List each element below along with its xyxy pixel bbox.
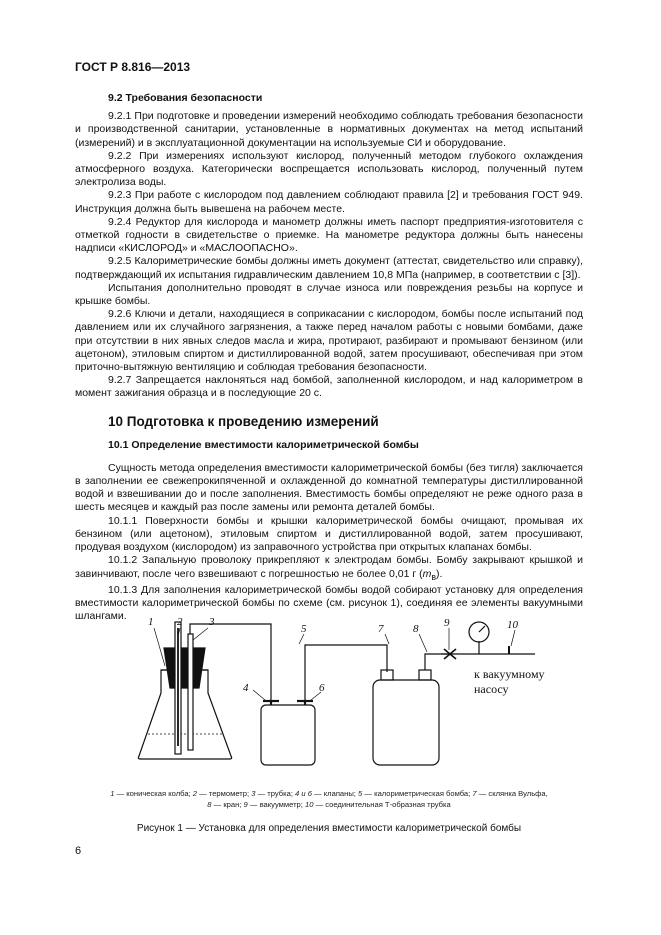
section-heading-10: 10 Подготовка к проведению измерений xyxy=(108,413,379,429)
figure-caption: Рисунок 1 — Установка для определения вместимости калориметрической бомбы xyxy=(136,823,522,834)
mass-subscript: в xyxy=(431,571,437,582)
legend-num: 2 xyxy=(192,789,197,798)
legend-num: 4 и 6 xyxy=(295,789,312,798)
paragraph-9-2-2: 9.2.2 При измерениях используют кислород, полученный методом глубокого охлаждения атмосферного воздуха. Категорически воспрещается использовать кислород, полученный путем электролиза воды. xyxy=(75,149,583,189)
label-9: 9 xyxy=(444,617,450,629)
leader-8 xyxy=(419,634,427,652)
leader-3 xyxy=(193,628,208,640)
legend-text: — клапаны; xyxy=(311,789,359,798)
label-3: 3 xyxy=(209,616,215,628)
gauge-needle xyxy=(479,626,485,632)
figure-apparatus xyxy=(75,608,583,783)
label-8: 8 xyxy=(413,623,419,635)
legend-num: 7 xyxy=(472,789,477,798)
p10-1-2-end: ). xyxy=(436,567,443,580)
apparatus-diagram xyxy=(75,608,583,783)
legend-num: 8 xyxy=(207,800,212,809)
paragraph-9-2-6: 9.2.6 Ключи и детали, находящиеся в соприкасании с кислородом, бомбы после испытаний под давлением или их случайного загрязнения, а также перед началом работы с новыми бомбами, даже при отсутствии в них явных следов масла и жира, протирают, разбирают и промывают бензином (или ацетоном), этиловым спиртом и дистиллированной водой, затем просушивают, обеспечивая при этом приточно-вытяжную вентиляцию и соблюдая требования безопасности. xyxy=(75,308,583,374)
leader-7 xyxy=(385,634,389,644)
mass-variable: m xyxy=(422,567,432,580)
flask-stopper xyxy=(164,648,205,688)
calorimetric-bomb xyxy=(261,705,315,765)
document-body xyxy=(75,92,583,623)
label-1: 1 xyxy=(148,616,154,628)
legend-num: 5 xyxy=(358,789,363,798)
legend-text: — вакуумметр; xyxy=(247,800,305,809)
p10-1-2-text: 10.1.2 Запальную проволоку прикрепляют к электродам бомбы. Бомбу закрывают крышкой и завинчивают, после чего взвешивают с погрешностью не более 0,01 г ( xyxy=(75,554,583,580)
legend-line-1 xyxy=(75,788,583,799)
legend-text: — трубка; xyxy=(255,789,296,798)
legend-num: 1 xyxy=(110,789,115,798)
leader-4 xyxy=(253,690,265,700)
legend-text: — коническая колба; xyxy=(114,789,193,798)
wulff-bottle xyxy=(373,680,439,765)
tube xyxy=(188,634,193,750)
page-number: 6 xyxy=(75,845,82,857)
legend-num: 9 xyxy=(243,800,248,809)
label-6: 6 xyxy=(319,682,325,694)
legend-line-2 xyxy=(75,799,583,810)
paragraph-9-2-5-extra: Испытания дополнительно проводят в случае износа или повреждения резьбы на корпусе и крышке бомбы. xyxy=(75,281,583,308)
legend-text: — соединительная Т-образная трубка xyxy=(313,800,451,809)
wulff-neck-right xyxy=(419,670,431,680)
document-header: ГОСТ Р 8.816—2013 xyxy=(75,60,191,74)
section-heading-9-2: 9.2 Требования безопасности xyxy=(108,92,263,104)
label-2: 2 xyxy=(177,616,183,628)
leader-5 xyxy=(299,634,304,644)
paragraph-9-2-3: 9.2.3 При работе с кислородом под давлением соблюдают правила [2] и требования ГОСТ 949. Инструкция должна быть вывешена на рабочем месте. xyxy=(75,189,583,215)
legend-text: — склянка Вульфа, xyxy=(476,789,548,798)
section-heading-10-1: 10.1 Определение вместимости калориметрической бомбы xyxy=(108,438,419,451)
legend-num: 10 xyxy=(305,800,314,809)
line-to-wulff-bottle xyxy=(305,645,387,701)
leader-1 xyxy=(154,628,165,666)
paragraph-9-2-4: 9.2.4 Редуктор для кислорода и манометр должны иметь паспорт предприятия-изготовителя с отметкой годности в свидетельстве о приемке. На манометре редуктора должны быть нанесены надписи «КИСЛОРОД» и «МАСЛООПАСНО». xyxy=(75,215,583,255)
label-4: 4 xyxy=(243,682,249,694)
vacuum-pump-line-2: насосу xyxy=(474,682,509,696)
legend-text: — калориметрическая бомба; xyxy=(362,789,473,798)
paragraph-9-2-1: 9.2.1 При подготовке и проведении измерений необходимо соблюдать требования безопасности и производственной санитарии, установленные в нормативных документах на метод испытаний (измерений) и в эксплуатационной документации на используемые СИ и оборудование. xyxy=(75,110,583,149)
paragraph-10-1-1: 10.1.1 Поверхности бомбы и крышки калориметрической бомбы очищают, промывая их бензином (или ацетоном), этиловым спиртом и дистиллированной водой, затем просушивают, продувая воздухом (кислородом) из заправочного устройства при открытых клапанах бомбы. xyxy=(75,514,583,554)
label-5: 5 xyxy=(301,623,307,635)
paragraph-10-1-3: 10.1.3 Для заполнения калориметрической бомбы водой собирают установку для определения вместимости калориметрической бомбы по схеме (см. рисунок 1), соединяя ее элементы вакуумными шлангами. xyxy=(75,583,583,623)
label-10: 10 xyxy=(507,619,518,631)
paragraph-10-1: Сущность метода определения вместимости калориметрической бомбы (без тигля) заключается в заполнении ее свежепрокипяченной и охлажденной до комнатной температуры дистиллированной водой и взвешивании до и после заполнения. Вместимость бомбы определяют не реже одного раза в шесть месяцев и каждый раз после замены или ремонта деталей бомбы. xyxy=(75,461,583,514)
paragraph-10-1-2 xyxy=(75,554,583,584)
vacuum-pump-line-1: к вакуумному xyxy=(474,667,545,681)
line-to-tap xyxy=(425,654,449,670)
paragraph-9-2-5: 9.2.5 Калориметрические бомбы должны иметь документ (аттестат, свидетельство или справку), подтверждающий их испытания гидравлическим давлением 10,8 МПа (например, в соответствии с [3]). xyxy=(75,255,583,281)
figure-legend xyxy=(75,788,583,810)
paragraph-9-2-7: 9.2.7 Запрещается наклоняться над бомбой, заполненной кислородом, и над калориметром в момент зажигания образца и в последующие 20 с. xyxy=(75,374,583,400)
legend-num: 3 xyxy=(251,789,256,798)
legend-text: — термометр; xyxy=(197,789,252,798)
label-7: 7 xyxy=(378,623,384,635)
legend-text: — кран; xyxy=(211,800,244,809)
leader-10 xyxy=(511,630,515,646)
